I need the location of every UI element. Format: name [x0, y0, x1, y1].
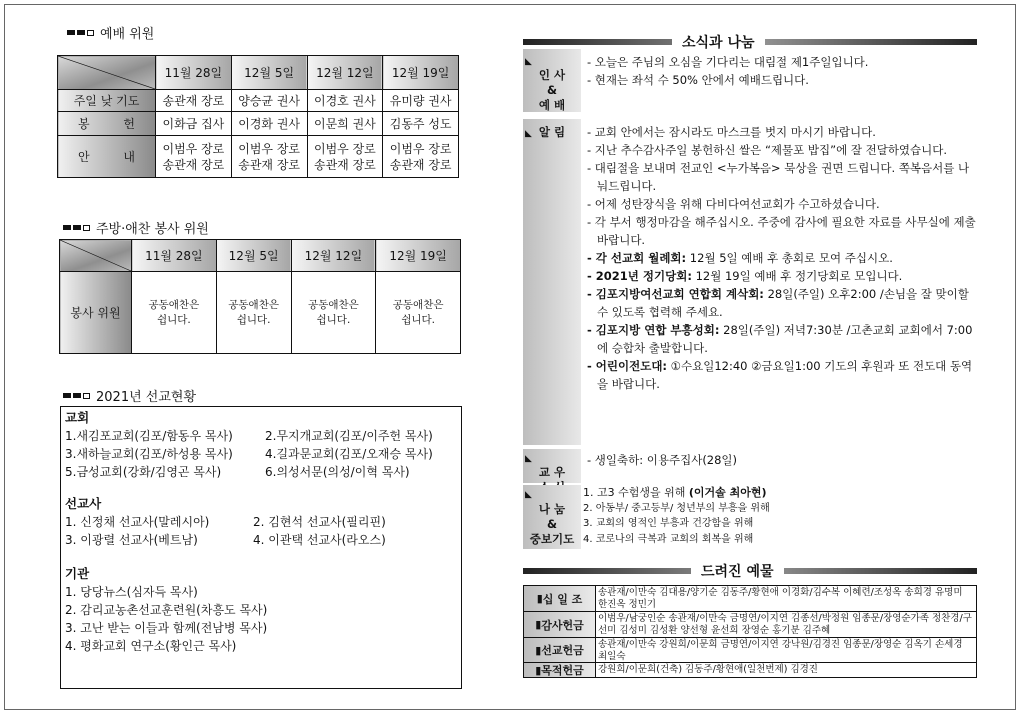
- notice-bold: - 어린이전도대:: [587, 359, 668, 373]
- table-cell: 이경화 권사: [231, 112, 307, 136]
- table-cell: 이범우 장로 송관재 장로: [307, 136, 383, 178]
- notice-text: 28일(주일) 저녁7:30분 /고촌교회 교회에서 7:00에 승합차 출발합니다.: [597, 323, 973, 355]
- date-header: 11월 28일: [132, 240, 217, 272]
- date-header: 12월 19일: [376, 240, 461, 272]
- section-marker-icon: [63, 225, 90, 231]
- church-item: 5.금성교회(강화/김영곤 목사): [65, 465, 222, 479]
- offering-names: 송관재/이만숙 김대용/양기순 김동주/황현애 이경화/김수복 이혜련/조성옥 송희경 유명미 한진옥 정민기: [598, 587, 963, 610]
- mission-title-text: 2021년 선교현황: [96, 390, 197, 405]
- worship-table: [57, 55, 459, 178]
- table-cell: 공동애찬은 쉽니다.: [216, 272, 291, 354]
- list-item: - 오늘은 주님의 오심을 기다리는 대림절 제1주일입니다.: [587, 55, 869, 69]
- table-cell: 송관재 장로: [156, 90, 232, 112]
- prayer-text: 1. 고3 수험생을 위해: [583, 486, 689, 499]
- offering-title: 드려진 예물: [691, 561, 784, 581]
- notice-text: 12월 5일 예배 후 총회로 모여 주십시오.: [686, 251, 893, 265]
- offering-names: 강원희/이문희(건축) 김동주/황현애(일천번제) 김경진: [598, 664, 818, 675]
- table-cell: 양승균 권사: [231, 90, 307, 112]
- list-item: [583, 532, 977, 548]
- table-cell: 김동주 성도: [383, 112, 459, 136]
- list-item: [65, 445, 457, 463]
- offering-label: ▮ 선교헌금: [524, 638, 596, 662]
- org-item: 2. 감리교농촌선교훈련원(차흥도 목사): [65, 603, 268, 617]
- date-header: 12월 5일: [216, 240, 291, 272]
- date-header: 11월 28일: [156, 56, 232, 90]
- missionary-item: 1. 신정채 선교사(말레시아): [65, 515, 210, 529]
- kitchen-title-text: 주방·애찬 봉사 위원: [96, 222, 209, 237]
- greeting-list: [587, 53, 979, 89]
- offering-label: ▮ 십 일 조: [524, 586, 596, 611]
- notice-item: [587, 357, 977, 393]
- date-header: 12월 12일: [291, 240, 376, 272]
- offering-label: ▮ 목적헌금: [524, 663, 596, 677]
- offering-label-text: 감사헌금: [541, 618, 584, 632]
- table-cell: 이경호 권사: [307, 90, 383, 112]
- table-cell: 유미량 권사: [383, 90, 459, 112]
- table-cell: 공동애찬은 쉽니다.: [376, 272, 461, 354]
- table-cell: 이화금 집사: [156, 112, 232, 136]
- prayer-text: 2. 아동부/ 중고등부/ 청년부의 부흥을 위해: [583, 502, 770, 514]
- notice-bold: - 김포지방 연합 부흥성회:: [587, 323, 720, 337]
- date-header: 12월 5일: [231, 56, 307, 90]
- church-item: 6.의성서문(의성/이혁 목사): [265, 465, 410, 479]
- offering-table: [523, 585, 977, 678]
- offering-row: [524, 663, 976, 678]
- greeting-label: ◣ 인 사 & 예 배: [523, 49, 581, 112]
- kitchen-section-title: [63, 218, 209, 237]
- worship-section-title: [67, 23, 154, 42]
- offering-label-text: 선교헌금: [541, 644, 584, 657]
- church-item: 2.무지개교회(김포/이주헌 목사): [265, 429, 433, 443]
- table-cell: 이범우 장로 송관재 장로: [231, 136, 307, 178]
- missionary-heading: 선교사: [65, 496, 102, 511]
- table-corner: [58, 56, 156, 90]
- notice-text: ①수요일12:40 ②금요일1:00 기도의 후원과 또 전도대 동역을 바랍니다.: [597, 359, 973, 391]
- notice-item: [587, 195, 977, 213]
- section-marker-icon: [67, 30, 94, 36]
- date-header: 12월 19일: [383, 56, 459, 90]
- offering-names: 송관재/이만숙 강원희/이문희 금명연/이지연 강낙원/김경진 임종문/장영순 김옥기 손세경 최일숙: [598, 639, 963, 662]
- prayer-text: 4. 코로나의 극복과 교회의 회복을 위해: [583, 533, 754, 545]
- visit-list: [587, 451, 977, 469]
- notice-bold: - 김포지방여선교회 연합회 계삭회:: [587, 287, 764, 301]
- table-cell: 공동애찬은 쉽니다.: [132, 272, 217, 354]
- notice-label-text: 알 림: [538, 125, 566, 139]
- notice-item: [587, 213, 977, 249]
- table-cell: 공동애찬은 쉽니다.: [291, 272, 376, 354]
- offering-row: [524, 586, 976, 612]
- offering-row: [524, 612, 976, 638]
- missionary-item: 3. 이광렬 선교사(베트남): [65, 533, 198, 547]
- row-label: 안 내: [58, 136, 156, 178]
- notice-label: ◣ 알 림: [523, 119, 581, 445]
- offering-label-text: 목적헌금: [541, 664, 584, 677]
- worship-title-text: 예배 위원: [100, 27, 155, 42]
- prayer-text: 3. 교회의 영적인 부흥과 건강함을 위해: [583, 518, 754, 529]
- notice-bold: - 2021년 정기당회:: [587, 269, 692, 283]
- list-item: - 현재는 좌석 수 50% 안에서 예배드립니다.: [587, 73, 809, 87]
- visit-label: ◣ 교 우: [523, 449, 581, 483]
- row-label: 주일 낮 기도: [58, 90, 156, 112]
- org-item: 4. 평화교회 연구소(황인근 목사): [65, 639, 237, 653]
- notice-text: - 지난 추수감사주일 봉헌하신 쌀은 “제물포 밥집”에 잘 전달하였습니다.: [587, 143, 948, 157]
- table-corner: [60, 240, 132, 272]
- visit-label-text: 교 우: [538, 465, 566, 479]
- mission-section-title: [63, 386, 196, 405]
- prayer-label: ◣ 나 눔 & 중보기도: [523, 485, 581, 549]
- greeting-label-text: 인 사 & 예 배: [538, 68, 566, 112]
- table-cell: 이범우 장로 송관재 장로: [383, 136, 459, 178]
- church-item: 3.새하늘교회(김포/하성용 목사): [65, 447, 233, 461]
- offering-names: 이범우/남궁인순 송관재/이만숙 금명연/이지연 김종선/박정원 임종문/장영순가족 정찬경/구선미 김성미 김성환 양선형 윤선희 장영순 홍기분 김주혜: [598, 613, 972, 636]
- list-item: - 생일축하: 이용주집사(28일): [587, 453, 738, 467]
- church-item: 1.새김포교회(김포/함동우 목사): [65, 429, 233, 443]
- church-heading: 교회: [65, 410, 90, 425]
- missionary-item: 4. 이관택 선교사(라오스): [253, 533, 386, 547]
- notice-bold: - 각 선교회 월례회:: [587, 251, 687, 265]
- list-item: [65, 463, 457, 481]
- notice-item: [587, 159, 977, 195]
- prayer-list: [583, 485, 977, 547]
- org-item: 1. 당당뉴스(심자득 목사): [65, 585, 198, 599]
- prayer-bold: (이거솔 최아현): [688, 486, 767, 499]
- notice-list: [587, 123, 977, 393]
- list-item: [583, 516, 977, 532]
- kitchen-table: [59, 239, 461, 354]
- notice-item: [587, 321, 977, 357]
- notice-text: 12월 19일 예배 후 정기당회로 모입니다.: [691, 269, 903, 283]
- list-item: [65, 427, 457, 445]
- mission-box: [60, 406, 462, 689]
- notice-item: [587, 267, 977, 285]
- list-item: [65, 531, 457, 549]
- section-marker-icon: [63, 393, 90, 399]
- church-item: 4.길과문교회(김포/오재승 목사): [265, 447, 433, 461]
- notice-text: - 각 부서 행정마감을 해주십시오. 주중에 감사에 필요한 자료를 사무실에 제출 바랍니다.: [587, 215, 976, 247]
- news-title: 소식과 나눔: [672, 32, 765, 52]
- notice-text: 28일(주일) 오후2:00 /손님을 잘 맞이할 수 있도록 협력해 주세요.: [597, 287, 969, 319]
- org-heading: 기관: [65, 566, 90, 581]
- table-cell: 이범우 장로 송관재 장로: [156, 136, 232, 178]
- notice-item: [587, 249, 977, 267]
- notice-text: - 어제 성탄장식을 위해 다비다여선교회가 수고하셨습니다.: [587, 197, 880, 211]
- list-item: [65, 513, 457, 531]
- date-header: 12월 12일: [307, 56, 383, 90]
- offering-label: ▮ 감사헌금: [524, 612, 596, 637]
- notice-text: - 교회 안에서는 잠시라도 마스크를 벗지 마시기 바랍니다.: [587, 125, 876, 139]
- missionary-item: 2. 김현석 선교사(필리핀): [253, 515, 386, 529]
- notice-item: [587, 285, 977, 321]
- notice-item: [587, 123, 977, 141]
- list-item: [583, 501, 977, 517]
- bulletin-page: [4, 4, 1016, 710]
- table-cell: 이문희 권사: [307, 112, 383, 136]
- org-item: 3. 고난 받는 이들과 함께(전남병 목사): [65, 621, 268, 635]
- notice-text: - 대림절을 보내며 전교인 <누가복음> 묵상을 권면 드립니다. 쪽복음서를 나눠드립니다.: [587, 161, 970, 193]
- offering-row: [524, 638, 976, 663]
- row-label: 봉사 위원: [60, 272, 132, 354]
- notice-item: [587, 141, 977, 159]
- prayer-label-text: 나 눔 & 중보기도: [529, 502, 575, 546]
- offering-label-text: 십 일 조: [542, 592, 583, 606]
- row-label: 봉 헌: [58, 112, 156, 136]
- list-item: [583, 485, 977, 501]
